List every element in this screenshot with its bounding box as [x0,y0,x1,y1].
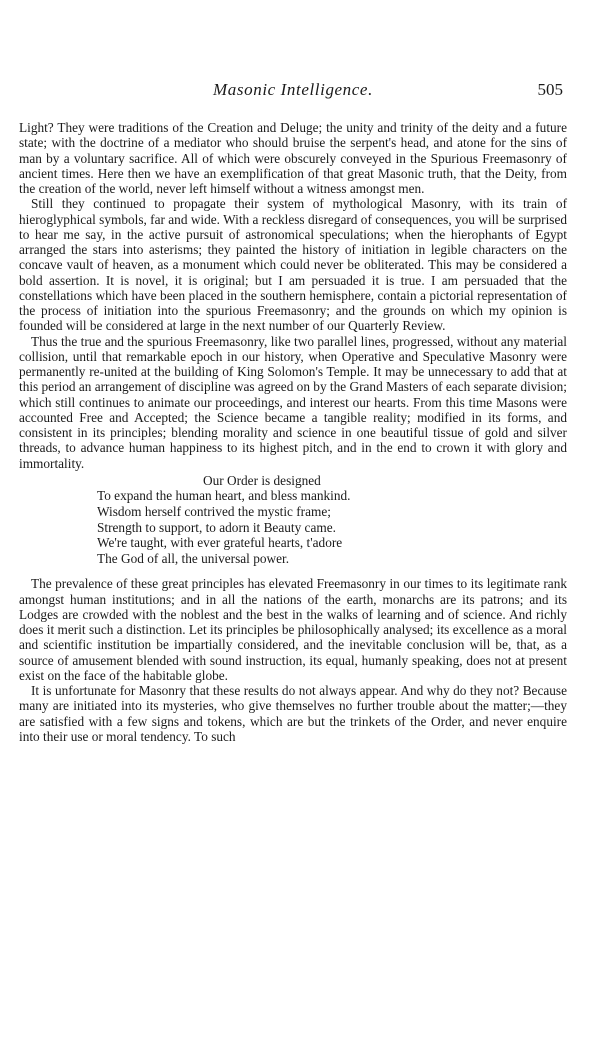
paragraph-5: It is unfortunate for Masonry that these results do not always appear. And why do they not? Because many are initiated into its mysteries, who give themselves no further trouble about the matter;—they are satisfied with a few signs and tokens, which are but the trinkets of the Order, and never enquire into their use or moral tendency. To such [19,683,567,744]
running-title: Masonic Intelligence. [213,80,373,99]
verse-line: Strength to support, to adorn it Beauty came. [97,519,336,535]
verse-line: Wisdom herself contrived the mystic frame; [97,503,331,519]
paragraph-3: Thus the true and the spurious Freemasonry, like two parallel lines, progressed, without any material collision, until that remarkable epoch in our history, when Operative and Speculative Masonry were permanently re-united at the building of King Solomon's Temple. It may be unnecessary to add that at this period an arrangement of discipline was agreed on by the Grand Masters of each separate division; which still continues to animate our proceedings, and interest our hearts. From this time Masons were accounted Free and Accepted; the Science became a tangible reality; modified in its forms, and consistent in its principles; blending morality and science in one beautiful tissue of gold and silver threads, to advance human happiness to its highest pitch, and in the end to crown it with glory and immortality. [19,333,567,471]
page-number: 505 [537,80,563,99]
verse-line: The God of all, the universal power. [97,550,290,566]
paragraph-1: Light? They were traditions of the Creation and Deluge; the unity and trinity of the deity and a future state; with the doctrine of a mediator who should bruise the serpent's head, and atone for the sins of man by a voluntary sacrifice. All of which were obscurely conveyed in the Spurious Freemasonry of ancient times. Here then we have an exemplification of that great Masonic truth, that the Deity, from the creation of the world, never left himself without a witness amongst men. [19,120,567,196]
verse-line: We're taught, with ever grateful hearts, t'adore [97,535,343,551]
paragraph-4: The prevalence of these great principles has elevated Freemasonry in our times to its legitimate rank amongst human institutions; and in all the nations of the earth, monarchs are its patrons; and its Lodges are crowded with the noblest and the best in the walks of learning and of science. And richly does it merit such a distinction. Let its principles be philosophically analysed; its excellence as a moral and scientific institution be impartially considered, and the inevitable conclusion will be, that, as a source of amusement blended with sound instruction, its equal, humanly speaking, does not at present exist on the face of the habitable globe. [19,576,567,683]
body-text [19,120,567,744]
verse-line: Our Order is designed [203,472,321,488]
paragraph-2: Still they continued to propagate their system of mythological Masonry, with its train of hieroglyphical symbols, far and wide. With a reckless disregard of consequences, you will be surprised to hear me say, in the active pursuit of astronomical speculations; when the hierophants of Egypt arranged the stars into asterisms; they painted the history of initiation in legible characters on the concave vault of heaven, as a monument which could never be obliterated. This may be considered a bold assertion. It is novel, it is original; but I am persuaded it is true. I am persuaded that the constellations which have been placed in the southern hemisphere, contain a pictorial representation of the process of initiation into the spurious Freemasonry; and the grounds on which my opinion is founded will be considered at large in the next number of our Quarterly Review. [19,196,567,334]
running-head [19,80,567,102]
verse-block [19,473,567,567]
verse-line: To expand the human heart, and bless mankind. [97,488,351,504]
